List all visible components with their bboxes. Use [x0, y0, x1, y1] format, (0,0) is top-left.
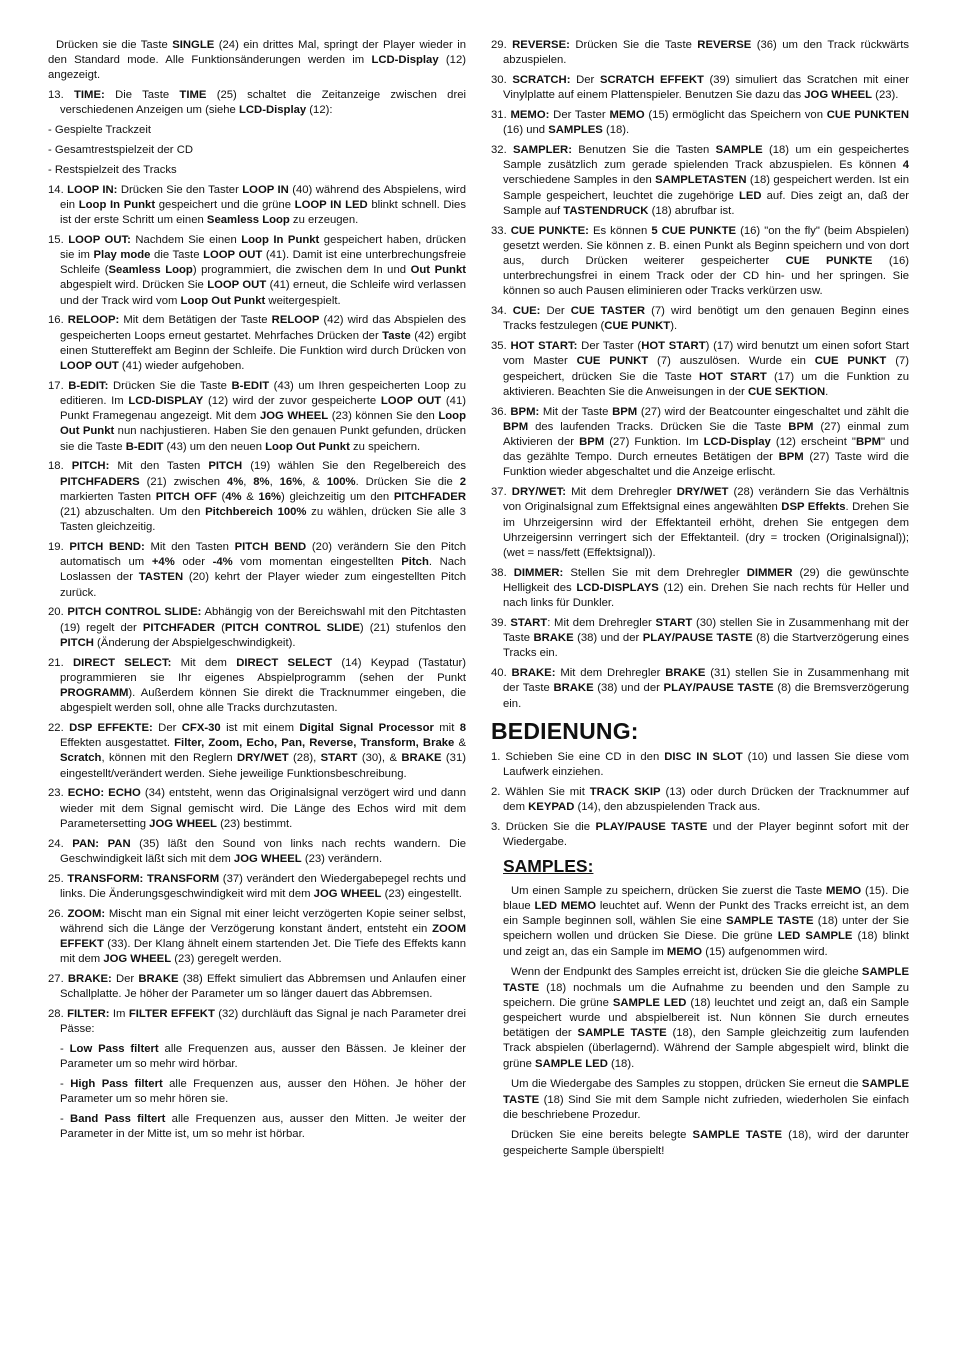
bullet-item: - Gesamtrestspielzeit der CD	[48, 144, 194, 156]
right-column	[491, 38, 909, 1164]
list-item: 40. BRAKE: Mit dem Drehregler BRAKE (31) stellen Sie in Zusammenhang mit der Taste BRAKE (38) und der PLAY/PAUSE TASTE (8) die Bremsverzögerung ein.	[491, 667, 910, 710]
paragraph: Um die Wiedergabe des Samples zu stoppen, drücken Sie erneut die SAMPLE TASTE (18) Sind Sie mit dem Sample nicht zufrieden, wiederholen Sie einfach die beschriebene Prozedur.	[503, 1078, 909, 1121]
list-item: 30. SCRATCH: Der SCRATCH EFFEKT (39) simuliert das Scratchen mit einer Vinylplatte auf einem Plattenspieler. Benutzen Sie dazu das JOG WHEEL (23).	[491, 74, 910, 102]
left-column	[48, 38, 466, 1147]
list-item: 20. PITCH CONTROL SLIDE: Abhängig von der Bereichswahl mit den Pitchtasten (19) regelt der PITCHFADER (PITCH CONTROL SLIDE) (21) stufenlos den PITCH (Änderung der Abspielgeschwindigkeit).	[48, 606, 466, 649]
list-item: 34. CUE: Der CUE TASTER (7) wird benötigt um den genauen Beginn eines Tracks festzulegen (CUE PUNKT).	[491, 305, 910, 333]
paragraph: Um einen Sample zu speichern, drücken Sie zuerst die Taste MEMO (15). Die blaue LED MEMO leuchtet auf. Wenn der Punkt des Tracks erreicht ist, an dem ein Sample beginnen soll, wählen Sie eine SAMPLE TASTE (18) unter der Sie speichern wollen und drücken Sie Diese. Die grüne LED SAMPLE (18) blinkt und zeigt an, das ein Sample im MEMO (15) aufgenommen wird.	[503, 884, 909, 958]
list-item: 31. MEMO: Der Taster MEMO (15) ermöglicht das Speichern von CUE PUNKTEN (16) und SAMPLES (18).	[491, 109, 909, 137]
list-item: 29. REVERSE: Drücken Sie die Taste REVERSE (36) um den Track rückwärts abzuspielen.	[491, 39, 909, 67]
list-item: 3. Drücken Sie die PLAY/PAUSE TASTE und der Player beginnt sofort mit der Wiedergabe.	[491, 820, 909, 849]
paragraph: Wenn der Endpunkt des Samples erreicht ist, drücken Sie die gleiche SAMPLE TASTE (18) nochmals um die Aufnahme zu beenden und den Sample zu speichern. Die grüne SAMPLE LED (18) leuchtet und zeigt an, daß ein Sample gespeichert wurde und abspielbereit ist. Nun können Sie durch erneutes betätigen der SAMPLE TASTE (18), den Sample gleichzeitig zum laufenden Track abspielen (überlagernd). Während der Sample abgespielt wird, blinkt die grüne SAMPLE LED (18).	[503, 966, 910, 1070]
list-item: 39. START: Mit dem Drehregler START (30) stellen Sie in Zusammenhang mit der Taste BRAKE (38) und der PLAY/PAUSE TASTE (8) die Startverzögerung eines Tracks ein.	[491, 617, 909, 660]
list-item: 15. LOOP OUT: Nachdem Sie einen Loop In Punkt gespeichert haben, drücken sie im Play mode die Taste LOOP OUT (41). Damit ist eine unterbrechungsfreie Schleife (Seamless Loop) programmiert, die zwischen dem In und Out Punkt abgespielt wird. Drücken Sie LOOP OUT (41) erneut, die Schleife wird verlassen und der Track wird vom Loop Out Punkt weitergespielt.	[48, 233, 467, 307]
list-item: 24. PAN: PAN (35) läßt den Sound von links nach rechts wandern. Die Geschwindigkeit läßt sich mit dem JOG WHEEL (23) verändern.	[48, 837, 467, 865]
sub-item: - Low Pass filtert alle Frequenzen aus, ausser den Bässen. Je kleiner der Parameter um so mehr wird hörbar.	[60, 1043, 466, 1071]
subsection-heading: SAMPLES:	[503, 855, 594, 876]
sub-item: - High Pass filtert alle Frequenzen aus, ausser den Höhen. Je höher der Parameter um so mehr hören sie.	[60, 1078, 466, 1106]
list-item: 32. SAMPLER: Benutzen Sie die Tasten SAMPLE (18) um ein gespeichertes Sample zusätzlich zum gerade spielenden Track abzuspielen. Es können 4 verschiedene Samples in den SAMPLETASTEN (18) gespeichert werden. Ist ein Sample gespeichert, leuchtet die zugehörige LED auf. Dies zeigt an, daß der Sample auf TASTENDRUCK (18) abrufbar ist.	[491, 144, 909, 217]
list-item: 37. DRY/WET: Mit dem Drehregler DRY/WET (28) verändern Sie das Verhältnis von Originalsignal zum Effektsignal eines angewählten DSP Effekts. Drehen Sie im Uhrzeigersinn wird der Effektanteil erhöht, drehen Sie entgegen dem Uhrzeigersinn verringert sich der Effektanteil. (dry = trocken (Originalsignal)); (wet = nass/fett (Effektsignal)).	[491, 486, 910, 560]
list-item: 14. LOOP IN: Drücken Sie den Taster LOOP IN (40) während des Abspielens, wird ein Loop In Punkt gespeichert und die grüne LOOP IN LED blinkt schnell. Dies ist der erste Schritt um einen Seamless Loop zu erzeugen.	[48, 183, 466, 226]
list-item: 36. BPM: Mit der Taste BPM (27) wird der Beatcounter eingeschaltet und zählt die BPM des laufenden Tracks. Drücken Sie die Taste BPM (27) einmal zum Aktivieren der BPM (27) Funktion. Im LCD-Display (12) erscheint "BPM" und das gezählte Tempo. Durch erneutes Betätigen der BPM (27) Taste wird die Funktion wieder abgeschaltet und die Anzeige erlischt.	[491, 405, 909, 479]
list-item: 19. PITCH BEND: Mit den Tasten PITCH BEND (20) verändern Sie den Pitch automatisch um +4% oder -4% vom momentan eingestellten Pitch. Nach Loslassen der TASTEN (20) kehrt der Player wieder zum eingestellten Pitch zurück.	[48, 541, 466, 599]
bullet-item: - Restspielzeit des Tracks	[48, 163, 177, 176]
list-item: 35. HOT START: Der Taster (HOT START) (17) wird benutzt um einen sofort Start vom Master CUE PUNKT (7) auszulösen. Wurde ein CUE PUNKT (7) gespeichert, drücken Sie die Taste HOT START (17) um die Funktion zu aktivieren. Beachten Sie die Anweisungen in der CUE SEKTION.	[491, 340, 910, 398]
list-item: 13. TIME: Die Taste TIME (25) schaltet die Zeitanzeige zwischen drei verschiedenen Anzeigen um (siehe LCD-Display (12):	[48, 89, 467, 117]
list-item: 17. B-EDIT: Drücken Sie die Taste B-EDIT (43) um Ihren gespeicherten Loop zu editieren. Im LCD-DISPLAY (12) wird der zuvor gespeicherte LOOP OUT (41) Punkt Framegenau angezeigt. Mit dem JOG WHEEL (23) können Sie den Loop Out Punkt nun nachjustieren. Haben Sie den genauen Punkt gefunden, drücken sie die Taste B-EDIT (43) um den neuen Loop Out Punkt zu speichern.	[48, 379, 466, 453]
list-item: 25. TRANSFORM: TRANSFORM (37) verändert den Wiedergabepegel rechts und links. Die Änderungsgeschwindigkeit wird mit dem JOG WHEEL (23) eingestellt.	[48, 872, 466, 900]
list-item: 16. RELOOP: Mit dem Betätigen der Taste RELOOP (42) wird das Abspielen des gespeicherten Loops erneut gestartet. Mehrfaches Drücken der Taste (42) ergibt einen Stuttereffekt am Beginn der Schleife. Die Funktion wird durch Drücken von LOOP OUT (41) wieder aufgehoben.	[48, 314, 467, 373]
list-item: 33. CUE PUNKTE: Es können 5 CUE PUNKTE (16) "on the fly" (beim Abspielen) gesetzt werden. Sie können z. B. einen Punkt als Beginn speichern und von dort aus, durch Drücken weiterer gespeicherter CUE PUNKTE (16) unterbrechungsfrei in einem Track oder der CD hin- und her springen. Sie können so auch Pausen eliminieren oder Tracks verkürzen usw.	[491, 224, 910, 298]
list-item: 2. Wählen Sie mit TRACK SKIP (13) oder durch Drücken der Tracknummer auf dem KEYPAD (14), den abzuspielenden Track aus.	[491, 785, 909, 814]
list-item: 23. ECHO: ECHO (34) entsteht, wenn das Originalsignal verzögert wird und dann wieder mit dem Signal gemischt wird. Die Länge des Echos wird mit dem Parametersetting JOG WHEEL (23) bestimmt.	[48, 787, 467, 830]
section-heading: BEDIENUNG:	[491, 717, 639, 744]
list-item: 38. DIMMER: Stellen Sie mit dem Drehregler DIMMER (29) die gewünschte Helligkeit des LCD-DISPLAYS (12) ein. Drehen Sie nach rechts für Heller und nach links für Dunkler.	[491, 566, 910, 610]
list-item: 21. DIRECT SELECT: Mit dem DIRECT SELECT (14) Keypad (Tastatur) programmieren sie Ihr eigenes Abspielprogramm (sehen der Punkt PROGRAMM). Außerdem können Sie direkt die Tracknummer eingeben, die abgespielt werden soll, ohne alle Tracks durchzutasten.	[48, 656, 467, 715]
paragraph: Drücken Sie eine bereits belegte SAMPLE TASTE (18), wird der darunter gespeicherte Sample überspielt!	[503, 1129, 909, 1157]
sub-item: - Band Pass filtert alle Frequenzen aus, ausser den Mitten. Je weiter der Parameter in der Mitte ist, um so mehr ist hörbar.	[60, 1113, 467, 1141]
list-item: 28. FILTER: Im FILTER EFFEKT (32) durchläuft das Signal je nach Parameter drei Pässe:	[48, 1008, 467, 1036]
list-item: 22. DSP EFFEKTE: Der CFX-30 ist mit einem Digital Signal Processor mit 8 Effekten ausgestattet. Filter, Zoom, Echo, Pan, Reverse, Transform, Brake & Scratch, können mit den Reglern DRY/WET (28), START (30), & BRAKE (31) eingestellt/verändert werden. Siehe jeweilige Funktionsbeschreibung.	[48, 722, 467, 780]
paragraph: Drücken sie die Taste SINGLE (24) ein drittes Mal, springt der Player wieder in den Standard mode. Alle Funktionsänderungen werden im LCD-Display (12) angezeigt.	[48, 39, 466, 82]
list-item: 1. Schieben Sie eine CD in den DISC IN SLOT (10) und lassen Sie diese vom Laufwerk einziehen.	[491, 750, 909, 779]
list-item: 27. BRAKE: Der BRAKE (38) Effekt simuliert das Abbremsen und Anlaufen einer Schallplatte. Je höher der Parameter um so länger dauert das Abbremsen.	[48, 973, 467, 1001]
list-item: 18. PITCH: Mit den Tasten PITCH (19) wählen Sie den Regelbereich des PITCHFADERS (21) zwischen 4%, 8%, 16%, & 100%. Drücken Sie die 2 markierten Tasten PITCH OFF (4% & 16%) gleichzeitig um den PITCHFADER (21) abzuschalten. Um den Pitchbereich 100% zu wählen, drücken Sie alle 3 Tasten gleichzeitig.	[48, 460, 467, 534]
bullet-item: - Gespielte Trackzeit	[48, 124, 151, 137]
list-item: 26. ZOOM: Mischt man ein Signal mit einer leicht verzögerten Kopie seiner selbst, während sich die Länge der Verzögerung konstant ändert, entsteht ein ZOOM EFFEKT (33). Der Klang ähnelt einem startenden Jet. Die Tiefe des Effekts kann mit dem JOG WHEEL (23) geregelt werden.	[48, 907, 467, 966]
